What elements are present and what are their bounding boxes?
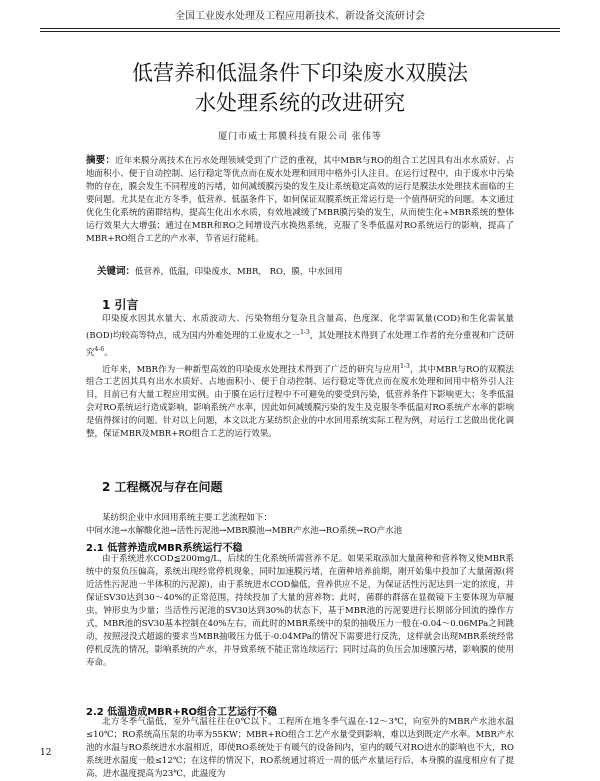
- abstract-label: 摘要：: [86, 155, 116, 166]
- subsection-2-2-text: 北方冬季气温低，室外气温往往在0℃以下。工程所在地冬季气温在-12～3℃，向室外的MBR产水池水温≤10℃；RO系统高压泵的功率为55KW；MBR+RO组合工艺产水量受到影响，难以达到既定产水率。MBR产水池的水温与RO系统进水水温相近，即使RO系统处于有暖气的设备间内，室内的暖气对RO进水的影响也不大，RO系统进水温度一般≤12℃；在这样的情况下，RO系统通过将近一周的低产水量运行后，本身膜的温度相应有了提高，进水温度提高为23℃，此温度为: [86, 717, 514, 779]
- author-line: 厦门市威士邦膜科技有限公司 张伟等: [218, 132, 382, 142]
- section-1-heading: 1 引言: [102, 298, 139, 312]
- keywords: [97, 265, 514, 279]
- section-1-p1-end: 。: [104, 347, 113, 358]
- section-2-heading: 2 工程概况与存在问题: [102, 480, 223, 494]
- subsection-2-1-body: [86, 553, 514, 670]
- abstract-text: 近年来膜分离技术在污水处理领域受到了广泛的重视，其中MBR与RO的组合工艺因具有出水水质好、占地面积小、便于自动控制、运行稳定等优点而在废水处理和回用中格外引人注目。在运行过程中，由于废水中污染物的存在，膜会发生不同程度的污堵，如何减缓膜污染的发生及让系统稳定高效的运行是膜法水处理技术面临的主要问题。尤其是在北方冬季，低营养、低温条件下，如何保证双膜系统正常运行是一个值得研究的问题。本文通过优化生化系统的菌群结构，提高生化出水水质，有效地减缓了MBR膜污染的发生，从而使生化+MBR系统的整体运行效果大大增强；通过在MBR和RO之间增设汽水换热系统，克服了冬季低温对RO系统运行的影响，提高了MBR+RO组合工艺的产水率，节省运行能耗。: [86, 156, 514, 244]
- section-1-p1-text-b: ，其处理技术得到了水处理工作者的充分重视和广泛研究: [86, 330, 514, 358]
- keywords-label: 关键词：: [97, 266, 136, 277]
- keywords-text: 低营养，低温，印染废水，MBR， RO，膜，中水回用: [135, 267, 343, 277]
- citation-ref: 1-3: [300, 329, 310, 336]
- title-line-2: 水处理系统的改进研究: [195, 91, 405, 115]
- subsection-2-2-heading: 2.2 低温造成MBR+RO组合工艺运行不稳: [86, 707, 278, 718]
- subsection-2-2-body: [86, 716, 514, 781]
- section-1-p1-text: 印染废水因其水量大、水质波动大、污染物组分复杂且含量高、色度深、化学需氧量(COD)和生化需氧量(BOD)均较高等特点，成为国内外难处理的工业废水之一: [86, 314, 514, 341]
- section-1-p2-text-b: ，其中MBR与RO的双膜法组合工艺因其具有出水水质好、占地面积小、便于自动控制、运行稳定等优点而在废水处理和回用中格外引人注目，目前已有大量工程应用实例。由于膜在运行过程中不可避免的要受到污染，低营养条件下影响更大；冬季低温会对RO系统运行造成影响，影响系统产水率，因此如何减缓膜污染的发生及克服冬季低温对RO系统产水率的影响是值得探讨的问题。针对以上问题，本文以北方某纺织企业的中水回用系统实际工程为例，对运行工艺做出优化调整，保证MBR及MBR+RO组合工艺的运行效果。: [86, 364, 514, 440]
- section-2-intro: 某纺织企业中水回用系统主要工艺流程如下：: [102, 513, 273, 523]
- title-line-1: 低营养和低温条件下印染废水双膜法: [132, 61, 468, 85]
- citation-ref: 4-6: [94, 345, 105, 353]
- header-rule-thin: [40, 31, 560, 32]
- header-rule: [40, 28, 560, 29]
- running-header: 全国工业废水处理及工程应用新技术、新设备交流研讨会: [175, 11, 425, 22]
- process-flow-chain: 中间水池→水解酸化池→活性污泥池→MBR膜池→MBR产水池→RO系统→RO产水池: [86, 526, 403, 536]
- abstract: [86, 154, 514, 246]
- section-1-body: [86, 313, 514, 441]
- paper-title: [40, 58, 560, 118]
- subsection-2-1-heading: 2.1 低营养造成MBR系统运行不稳: [86, 543, 243, 554]
- process-flow: [86, 512, 514, 538]
- section-1-paragraph-2: [86, 360, 514, 442]
- section-1-p2-text: 近年来，MBR作为一种新型高效的印染废水处理技术得到了广泛的研究与应用: [102, 364, 401, 375]
- subsection-2-1-text: 由于系统进水COD≦200mg/L，后续的生化系统所需营养不足。如果采取添加大量菌种和营养物又使MBR系统中的泵负压偏高，系统出现经常停机现象，同时加速膜污堵，在菌种培养前期，刚开始集中投加了大量菌源(将近活性污泥池一半体积的污泥源)，由于系统进水COD偏低，营养供应不足，为保证活性污泥达到一定的浓度，并保证SV30达到30～40%的正常范围，持续投加了大量的营养物；此时，菌群的群落在显微镜下主要体现为草履虫，钟形虫为少量；当活性污泥池的SV30达到30%的状态下，基于MBR池的污泥要进行长期部分回流的操作方式，MBR池的SV30基本控制在40%左右，而此时的MBR系统中的泵的抽吸压力一般在-0.04～0.06MPa之间跳动，按照浸没式超滤的要求当MBR抽吸压力低于-0.04MPa的情况下需要进行反洗，这样就会出现MBR系统经常停机反洗的情况，影响系统的产水，并导致系统不能正常连续运行；同时过高的负压会加速膜污堵，影响膜的使用寿命。: [86, 554, 514, 668]
- page-number: 12: [40, 748, 52, 758]
- section-1-paragraph-1: [86, 313, 514, 360]
- citation-ref: 1-3: [400, 362, 410, 370]
